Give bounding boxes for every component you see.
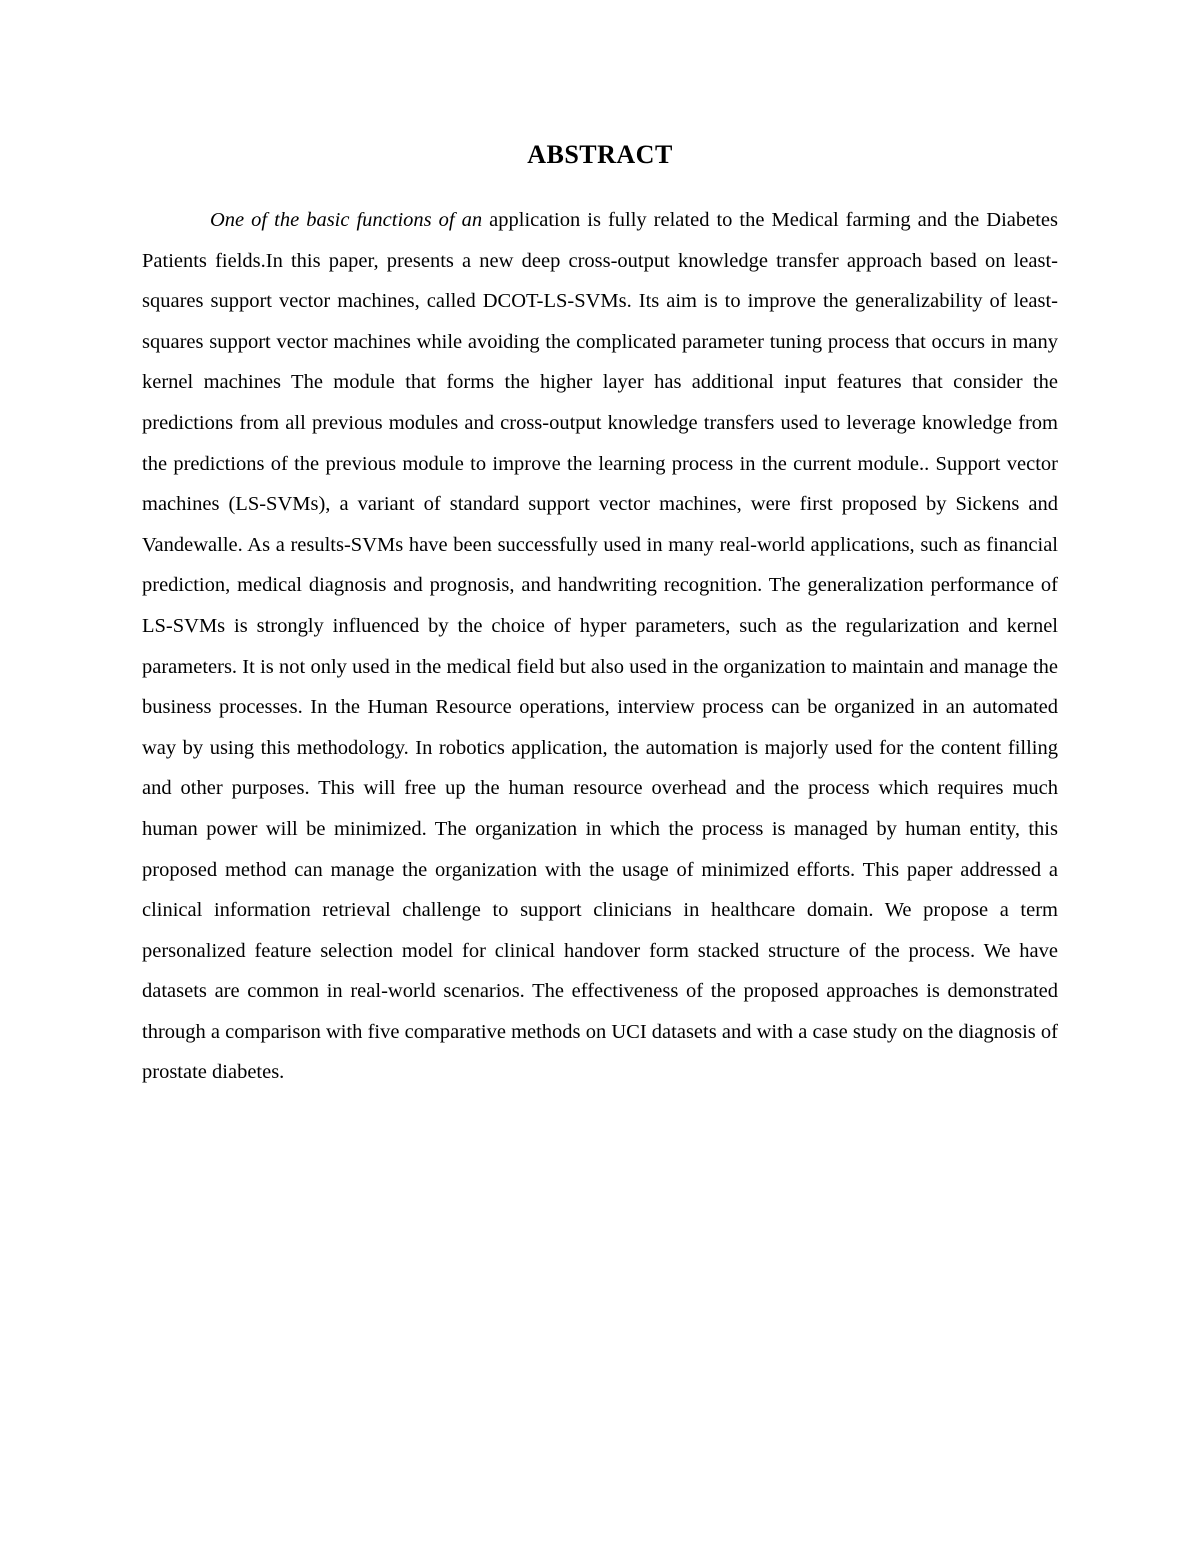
- abstract-body-text: application is fully related to the Medical farming and the Diabetes Patients fields.In this paper, presents a new deep cross-output knowledge transfer approach based on least-squares support vector machines, called DCOT-LS-SVMs. Its aim is to improve the generalizability of least-squares support vector machines while avoiding the complicated parameter tuning process that occurs in many kernel machines The module that forms the higher layer has additional input features that consider the predictions from all previous modules and cross-output knowledge transfers used to leverage knowledge from the predictions of the previous module to improve the learning process in the current module.. Support vector machines (LS-SVMs), a variant of standard support vector machines, were first proposed by Sickens and Vandewalle. As a results-SVMs have been successfully used in many real-world applications, such as financial prediction, medical diagnosis and prognosis, and handwriting recognition. The generalization performance of LS-SVMs is strongly influenced by the choice of hyper parameters, such as the regularization and kernel parameters. It is not only used in the medical field but also used in the organization to maintain and manage the business processes. In the Human Resource operations, interview process can be organized in an automated way by using this methodology. In robotics application, the automation is majorly used for the content filling and other purposes. This will free up the human resource overhead and the process which requires much human power will be minimized. The organization in which the process is managed by human entity, this proposed method can manage the organization with the usage of minimized efforts. This paper addressed a clinical information retrieval challenge to support clinicians in healthcare domain. We propose a term personalized feature selection model for clinical handover form stacked structure of the process. We have datasets are common in real-world scenarios. The effectiveness of the proposed approaches is demonstrated through a comparison with five comparative methods on UCI datasets and with a case study on the diagnosis of prostate diabetes.: [142, 209, 1058, 1084]
- abstract-paragraph: [142, 200, 1058, 1093]
- abstract-italic-lead: One of the basic functions of an: [210, 209, 483, 231]
- abstract-heading: ABSTRACT: [527, 140, 673, 169]
